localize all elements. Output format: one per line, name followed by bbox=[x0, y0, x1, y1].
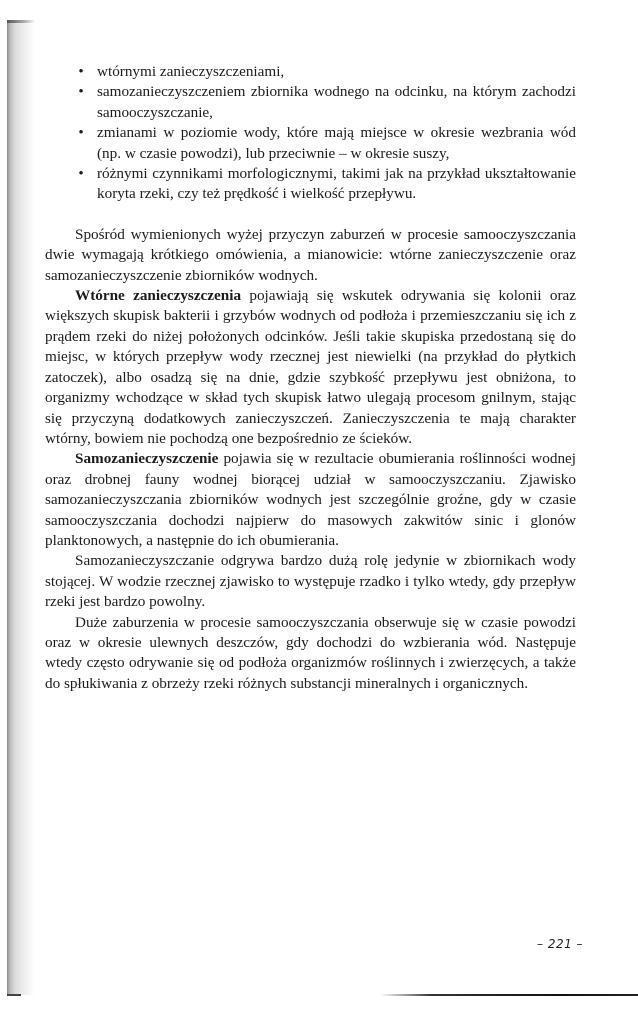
page-number: – 221 – bbox=[537, 937, 584, 951]
page-top-edge bbox=[7, 20, 35, 23]
bullet-text: samozanieczyszczeniem zbiornika wodnego na odcinku, na którym zachodzi samooczyszczanie, bbox=[97, 83, 576, 121]
paragraph-causes bbox=[45, 225, 576, 286]
paragraph-text: pojawiają się wskutek odrywania się kolonii oraz większych skupisk bakterii i grzybów wodnych od podłoża i przemieszczaniu się ich z prądem rzeki do niżej położonych odcinków. Jeśli takie skupiska przedostaną się do miejsc, w których przepływ wody rzecznej jest niewielki (na przykład do płytkich zatoczek), albo osadzą się na dnie, gdzie szybkość przepływu jest obniżona, to organizmy wchodzące w skład tych skupisk łatwo ulegają procesom gnilnym, stając się przyczyną dodatkowych zanieczyszczeń. Zanieczyszczenia te mają charakter wtórny, bowiem nie pochodzą one bezpośrednio ze ścieków. bbox=[45, 287, 576, 447]
bullet-icon: • bbox=[78, 83, 84, 101]
bullet-item bbox=[45, 123, 576, 164]
page-bottom-edge-left bbox=[7, 994, 21, 996]
page-bottom-edge bbox=[380, 994, 638, 996]
paragraph-term: Samozanieczyszczenie bbox=[75, 450, 219, 468]
paragraph-self-pollution bbox=[45, 449, 576, 551]
paragraph-text: pojawia się w rezultacie obumierania roślinności wodnej oraz drobnej fauny wodnej biorącej udział w samooczyszczaniu. Zjawisko samozanieczyszczania zbiorników wodnych jest szczególnie groźne, gdy w czasie samooczyszczania dochodzi najpierw do masowych zakwitów sinic i glonów planktonowych, a następnie do ich obumierania. bbox=[45, 450, 576, 549]
bullet-text: różnymi czynnikami morfologicznymi, takimi jak na przykład ukształtowanie koryta rzeki, czy też prędkość i wielkość przepływu. bbox=[97, 165, 576, 203]
paragraph-text: Spośród wymienionych wyżej przyczyn zaburzeń w procesie samooczyszczania dwie wymagają krótkiego omówienia, a mianowicie: wtórne zanieczyszczenie oraz samozanieczyszczenie zbiorników wodnych. bbox=[45, 225, 576, 284]
bullet-icon: • bbox=[78, 63, 84, 80]
bullet-list bbox=[45, 62, 576, 205]
bullet-text: zmianami w poziomie wody, które mają miejsce w okresie wezbrania wód (np. w czasie powodzi), lub przeciwnie – w okresie suszy, bbox=[97, 124, 576, 162]
paragraph-text: Duże zaburzenia w procesie samooczyszczania obserwuje się w czasie powodzi oraz w okresie ulewnych deszczów, gdy dochodzi do wzbierania wód. Następuje wtedy często odrywanie się od podłoża organizmów roślinnych i zwierzęcych, a także do spłukiwania z obrzeży rzeki różnych substancji mineralnych i organicznych. bbox=[45, 613, 576, 692]
paragraph-text: Samozanieczyszczanie odgrywa bardzo dużą rolę jedynie w zbiornikach wody stojącej. W wodzie rzecznej zjawisko to występuje rzadko i tylko wtedy, gdy przepływ rzeki jest bardzo powolny. bbox=[45, 552, 576, 611]
bullet-item bbox=[45, 82, 576, 123]
page-gutter-shadow bbox=[7, 20, 35, 995]
paragraph-term: Wtórne zanieczyszczenia bbox=[75, 287, 242, 305]
bullet-item bbox=[45, 62, 576, 82]
paragraph-secondary-pollution bbox=[45, 286, 576, 449]
bullet-icon: • bbox=[78, 124, 84, 142]
paragraph-floods bbox=[45, 613, 576, 695]
bullet-icon: • bbox=[78, 165, 84, 183]
bullet-item bbox=[45, 164, 576, 205]
bullet-text: wtórnymi zanieczyszczeniami, bbox=[97, 63, 285, 80]
paragraph-standing-water bbox=[45, 551, 576, 612]
page-body bbox=[45, 62, 576, 694]
